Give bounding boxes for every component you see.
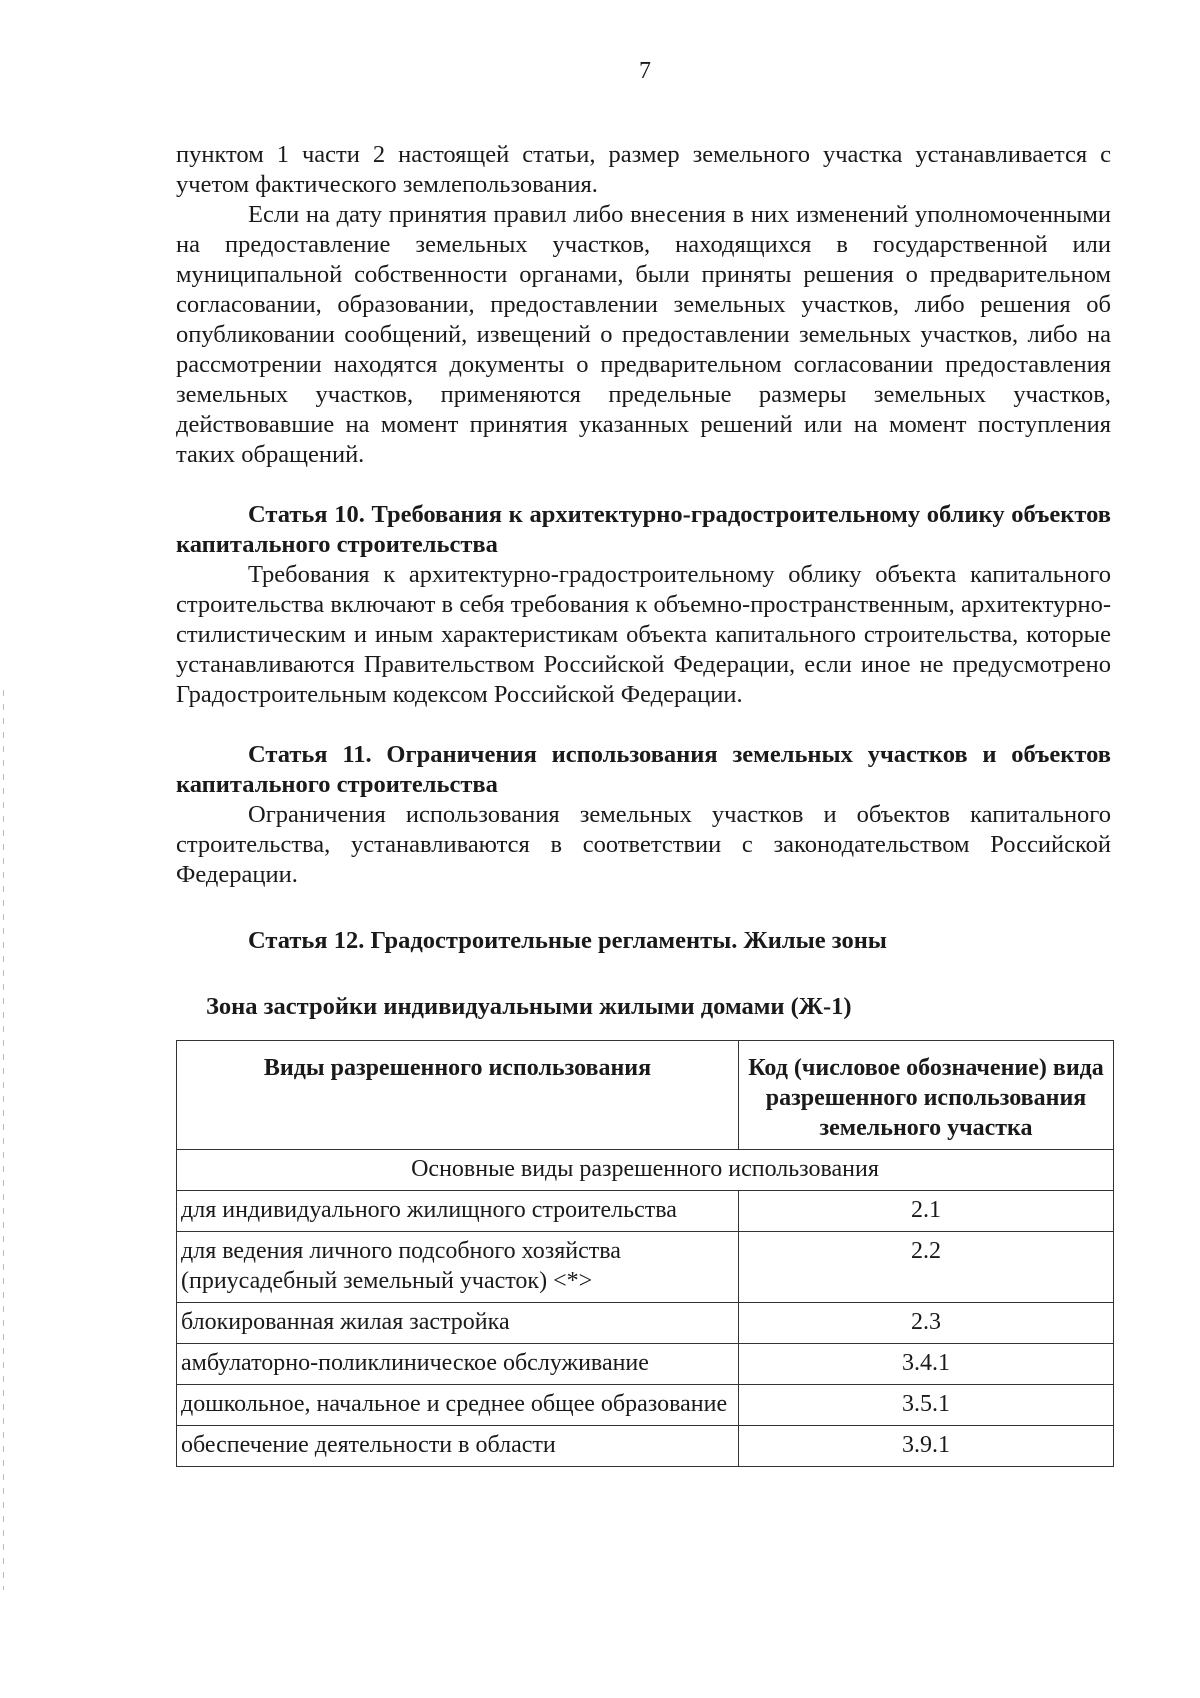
use-code: 3.5.1 bbox=[739, 1385, 1114, 1426]
table-header-row bbox=[177, 1041, 1114, 1150]
page-number: 7 bbox=[639, 58, 651, 84]
use-code: 3.4.1 bbox=[739, 1344, 1114, 1385]
use-code: 2.2 bbox=[739, 1232, 1114, 1303]
table-section-row bbox=[177, 1150, 1114, 1191]
article-11-text: Ограничения использования земельных участков и объектов капитального строительства, устанавливаются в соответствии с законодательством Российской Федерации. bbox=[176, 801, 1111, 888]
use-code: 2.3 bbox=[739, 1303, 1114, 1344]
table-row bbox=[177, 1344, 1114, 1385]
use-name: для ведения личного подсобного хозяйства (приусадебный земельный участок) <*> bbox=[177, 1232, 739, 1303]
article-11-heading: Статья 11. Ограничения использования земельных участков и объектов капитального строительства bbox=[176, 741, 1111, 798]
document-body bbox=[176, 140, 1111, 1467]
section-title-main-uses: Основные виды разрешенного использования bbox=[177, 1150, 1114, 1191]
use-code: 2.1 bbox=[739, 1191, 1114, 1232]
scan-edge-artifact bbox=[3, 690, 4, 1590]
use-name: амбулаторно-поликлиническое обслуживание bbox=[177, 1344, 739, 1385]
zone-regulations-table bbox=[176, 1040, 1114, 1467]
article-12-heading: Статья 12. Градостроительные регламенты. Жилые зоны bbox=[248, 927, 887, 954]
use-name: для индивидуального жилищного строительства bbox=[177, 1191, 739, 1232]
table-row bbox=[177, 1232, 1114, 1303]
use-name: обеспечение деятельности в области bbox=[177, 1426, 739, 1467]
article-10-heading: Статья 10. Требования к архитектурно-градостроительному облику объектов капитального строительства bbox=[176, 501, 1111, 558]
use-name: дошкольное, начальное и среднее общее образование bbox=[177, 1385, 739, 1426]
zone-table-caption: Зона застройки индивидуальными жилыми домами (Ж-1) bbox=[206, 993, 852, 1020]
header-permitted-uses: Виды разрешенного использования bbox=[177, 1041, 739, 1150]
paragraph-continuation: пунктом 1 части 2 настоящей статьи, размер земельного участка устанавливается с учетом фактического землепользования. bbox=[176, 141, 1111, 198]
header-use-code: Код (числовое обозначение) вида разрешенного использования земельного участка bbox=[739, 1041, 1114, 1150]
table-row bbox=[177, 1303, 1114, 1344]
table-row bbox=[177, 1385, 1114, 1426]
article-10-text: Требования к архитектурно-градостроительному облику объекта капитального строительства включают в себя требования к объемно-пространственным, архитектурно-стилистическим и иным характеристикам объекта капитального строительства, которые устанавливаются Правительством Российской Федерации, если иное не предусмотрено Градостроительным кодексом Российской Федерации. bbox=[176, 561, 1111, 708]
use-code: 3.9.1 bbox=[739, 1426, 1114, 1467]
table-row bbox=[177, 1191, 1114, 1232]
table-row bbox=[177, 1426, 1114, 1467]
paragraph-land-decisions: Если на дату принятия правил либо внесения в них изменений уполномоченными на предоставление земельных участков, находящихся в государственной или муниципальной собственности органами, были приняты решения о предварительном согласовании, образовании, предоставлении земельных участков, либо решения об опубликовании сообщений, извещений о предоставлении земельных участков, либо на рассмотрении находятся документы о предварительном согласовании предоставления земельных участков, применяются предельные размеры земельных участков, действовавшие на момент принятия указанных решений или на момент поступления таких обращений. bbox=[176, 201, 1111, 468]
use-name: блокированная жилая застройка bbox=[177, 1303, 739, 1344]
